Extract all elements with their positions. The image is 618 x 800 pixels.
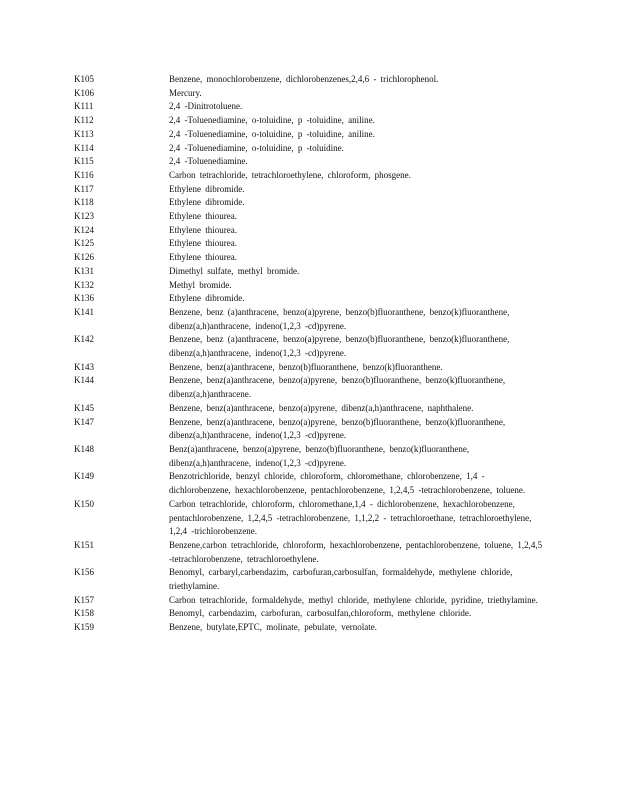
constituent-list: 2,4 -Toluenediamine. xyxy=(169,156,248,167)
table-row xyxy=(74,306,544,333)
waste-code: K118 xyxy=(74,197,94,208)
waste-code: K144 xyxy=(74,375,94,386)
table-row xyxy=(74,73,544,87)
table-row xyxy=(74,443,544,470)
waste-code: K112 xyxy=(74,115,94,126)
table-row xyxy=(74,100,544,114)
table-row xyxy=(74,374,544,401)
waste-code: K117 xyxy=(74,183,94,194)
waste-code: K142 xyxy=(74,334,94,345)
constituent-list: Dimethyl sulfate, methyl bromide. xyxy=(169,265,300,276)
waste-code: K149 xyxy=(74,471,94,482)
waste-code: K136 xyxy=(74,293,94,304)
table-row xyxy=(74,292,544,306)
table-row xyxy=(74,169,544,183)
table-row xyxy=(74,416,544,443)
constituent-list: Benzene, benz (a)anthracene, benzo(a)pyrene, benzo(b)fluoranthene, benzo(k)fluoranthene, dibenz(a,h)anthracene, indeno(1,2,3 -cd)pyrene. xyxy=(169,306,510,331)
constituent-list: 2,4 -Dinitrotoluene. xyxy=(169,101,243,112)
table-row xyxy=(74,128,544,142)
constituent-list: 2,4 -Toluenediamine, o-toluidine, p -toluidine. xyxy=(169,142,344,153)
table-row xyxy=(74,361,544,375)
waste-code: K158 xyxy=(74,608,94,619)
constituent-list: Benzene, benz (a)anthracene, benzo(a)pyrene, benzo(b)fluoranthene, benzo(k)fluoranthene, dibenz(a,h)anthracene, indeno(1,2,3 -cd)pyrene. xyxy=(169,334,510,359)
waste-code: K124 xyxy=(74,224,94,235)
waste-code: K132 xyxy=(74,279,94,290)
constituent-list: Benzotrichloride, benzyl chloride, chloroform, chloromethane, chlorobenzene, 1,4 -dichlorobenzene, hexachlorobenzene, pentachlorobenzene, 1,2,4,5 -tetrachlorobenzene, toluene. xyxy=(169,471,526,496)
constituent-list: Benzene, monochlorobenzene, dichlorobenzenes,2,4,6 - trichlorophenol. xyxy=(169,74,439,84)
table-row xyxy=(74,114,544,128)
constituent-list: Benz(a)anthracene, benzo(a)pyrene, benzo(b)fluoranthene, benzo(k)fluoranthene, dibenz(a,h)anthracene, indeno(1,2,3 -cd)pyrene. xyxy=(169,443,470,468)
table-row xyxy=(74,402,544,416)
constituent-list: Ethylene thiourea. xyxy=(169,252,237,263)
table-row xyxy=(74,279,544,293)
constituent-list: Ethylene dibromide. xyxy=(169,293,245,304)
table-row xyxy=(74,539,544,566)
waste-code: K150 xyxy=(74,498,94,509)
constituent-list: Benzene, benz(a)anthracene, benzo(a)pyrene, benzo(b)fluoranthene, benzo(k)fluoranthene, dibenz(a,h)anthracene. xyxy=(169,375,506,400)
table-row xyxy=(74,183,544,197)
constituent-list: 2,4 -Toluenediamine, o-toluidine, p -toluidine, aniline. xyxy=(169,115,375,126)
waste-code: K157 xyxy=(74,594,94,605)
constituent-list: Mercury. xyxy=(169,87,202,98)
constituent-list: Ethylene thiourea. xyxy=(169,211,237,222)
constituent-list: 2,4 -Toluenediamine, o-toluidine, p -toluidine, aniline. xyxy=(169,128,375,139)
constituent-list: Benzene, benz(a)anthracene, benzo(a)pyrene, benzo(b)fluoranthene, benzo(k)fluoranthene, dibenz(a,h)anthracene, indeno(1,2,3 -cd)pyrene. xyxy=(169,416,506,441)
table-row xyxy=(74,498,544,539)
constituent-list: Benomyl, carbaryl,carbendazim, carbofuran,carbosulfan, formaldehyde, methylene chloride, triethylamine. xyxy=(169,567,513,592)
constituent-list: Benzene, benz(a)anthracene, benzo(a)pyrene, dibenz(a,h)anthracene, naphthalene. xyxy=(169,402,474,413)
constituent-list: Benzene, benz(a)anthracene, benzo(b)fluoranthene, benzo(k)fluoranthene. xyxy=(169,361,443,372)
constituent-list: Carbon tetrachloride, formaldehyde, methyl chloride, methylene chloride, pyridine, triethylamine. xyxy=(169,594,538,605)
waste-code: K123 xyxy=(74,211,94,222)
waste-code: K143 xyxy=(74,361,94,372)
waste-code: K111 xyxy=(74,101,94,112)
table-row xyxy=(74,621,544,635)
waste-code: K116 xyxy=(74,169,94,180)
table-row xyxy=(74,607,544,621)
waste-code: K126 xyxy=(74,252,94,263)
constituent-list: Methyl bromide. xyxy=(169,279,232,290)
waste-code: K115 xyxy=(74,156,94,167)
waste-code: K113 xyxy=(74,128,94,139)
waste-code: K141 xyxy=(74,306,94,317)
constituent-list: Carbon tetrachloride, tetrachloroethylene, chloroform, phosgene. xyxy=(169,169,411,180)
table-row xyxy=(74,333,544,360)
table-row xyxy=(74,87,544,101)
table-row xyxy=(74,224,544,238)
waste-code: K156 xyxy=(74,567,94,578)
waste-code: K148 xyxy=(74,443,94,454)
constituent-list: Carbon tetrachloride, chloroform, chloromethane,1,4 - dichlorobenzene, hexachlorobenzene, pentachlorobenzene, 1,2,4,5 -tetrachlorobenzene, 1,1,2,2 - tetrachloroethane, tetrachloroethylene, 1,2,4 -trichlorobenzene. xyxy=(169,498,532,537)
constituent-list: Benzene, butylate,EPTC, molinate, pebulate, vernolate. xyxy=(169,622,377,633)
table-row xyxy=(74,594,544,608)
waste-code: K131 xyxy=(74,265,94,276)
table-row xyxy=(74,196,544,210)
table-row xyxy=(74,237,544,251)
constituent-list: Ethylene dibromide. xyxy=(169,197,245,208)
table-row xyxy=(74,210,544,224)
waste-code: K114 xyxy=(74,142,94,153)
table-row xyxy=(74,155,544,169)
waste-code: K125 xyxy=(74,238,94,249)
waste-code: K105 xyxy=(74,74,94,84)
table-row xyxy=(74,142,544,156)
table-row xyxy=(74,470,544,497)
waste-code: K147 xyxy=(74,416,94,427)
constituent-list: Ethylene thiourea. xyxy=(169,238,237,249)
constituent-list: Benzene,carbon tetrachloride, chloroform, hexachlorobenzene, pentachlorobenzene, toluene, 1,2,4,5 -tetrachlorobenzene, tetrachloroethylene. xyxy=(169,539,543,564)
waste-code: K159 xyxy=(74,622,94,633)
constituent-list: Ethylene dibromide. xyxy=(169,183,245,194)
table-row xyxy=(74,265,544,279)
constituent-list: Benomyl, carbendazim, carbofuran, carbosulfan,chloroform, methylene chloride. xyxy=(169,608,472,619)
waste-code: K145 xyxy=(74,402,94,413)
waste-code-table xyxy=(74,73,544,635)
waste-code: K106 xyxy=(74,87,94,98)
table-row xyxy=(74,251,544,265)
constituent-list: Ethylene thiourea. xyxy=(169,224,237,235)
table-row xyxy=(74,566,544,593)
waste-code: K151 xyxy=(74,539,94,550)
